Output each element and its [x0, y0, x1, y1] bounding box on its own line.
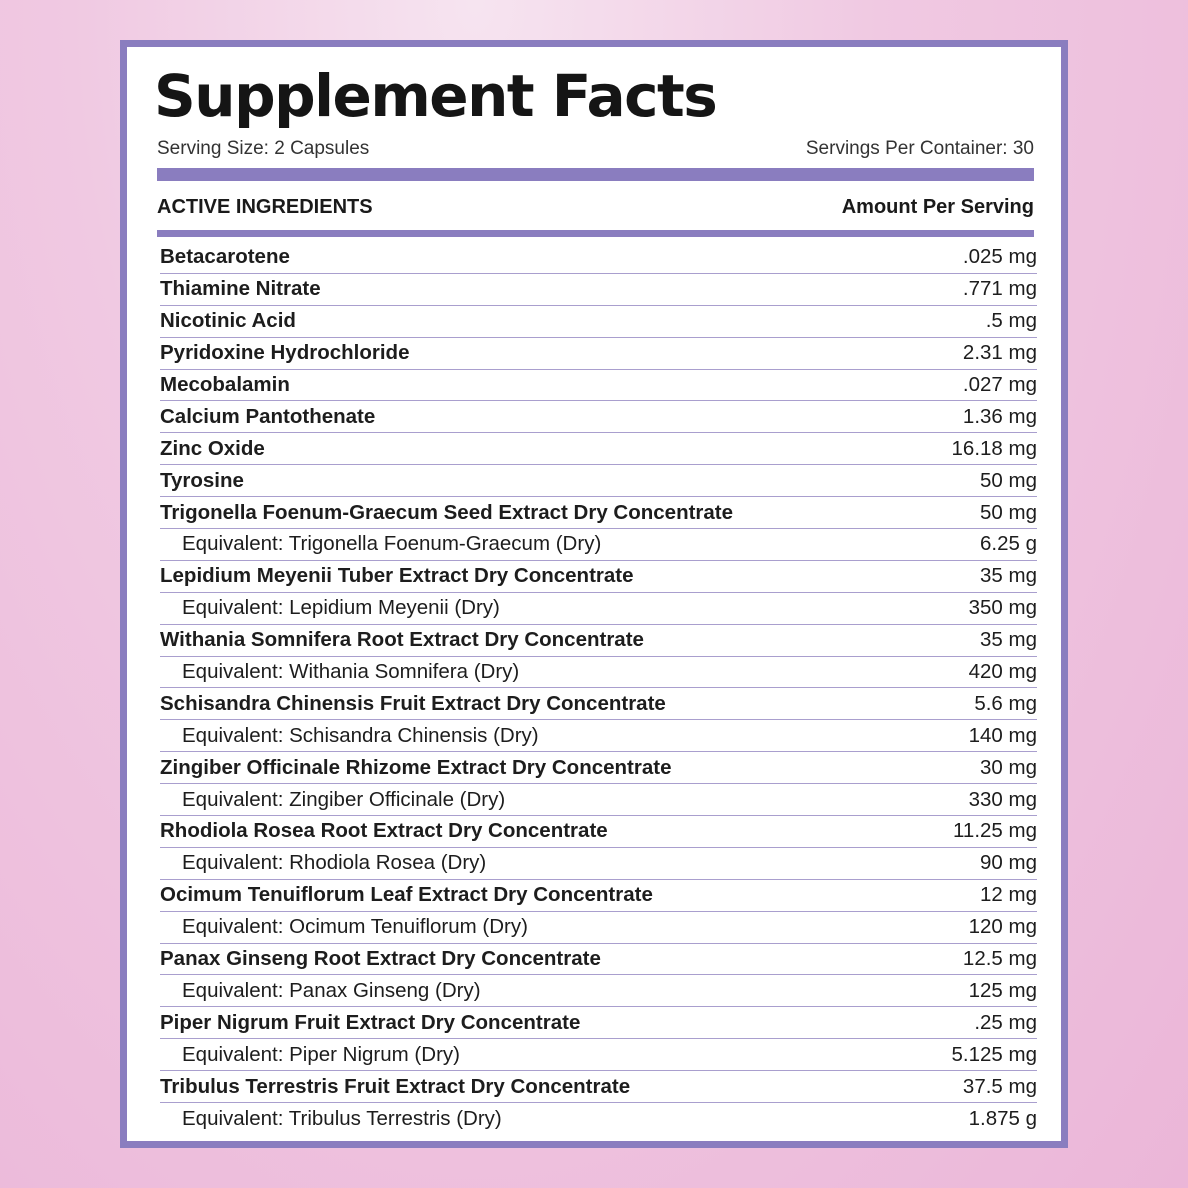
ingredient-amount: 37.5 mg — [962, 1074, 1037, 1098]
ingredient-amount: 350 mg — [968, 596, 1037, 620]
ingredient-amount: .771 mg — [962, 277, 1037, 301]
ingredient-row — [160, 242, 1037, 274]
ingredient-row — [160, 752, 1037, 784]
ingredient-amount: 16.18 mg — [951, 436, 1037, 460]
ingredient-amount: 6.25 g — [980, 532, 1037, 556]
ingredient-name: Zinc Oxide — [160, 436, 265, 460]
amount-per-serving-header: Amount Per Serving — [841, 196, 1034, 218]
ingredient-name: Withania Somnifera Root Extract Dry Concentrate — [160, 628, 644, 652]
ingredient-amount: 35 mg — [980, 628, 1037, 652]
ingredient-amount: 11.25 mg — [953, 819, 1037, 843]
divider-medium — [157, 230, 1034, 237]
ingredient-amount: 125 mg — [968, 978, 1037, 1002]
ingredient-name: Equivalent: Piper Nigrum (Dry) — [182, 1042, 460, 1066]
ingredient-name: Equivalent: Ocimum Tenuiflorum (Dry) — [182, 915, 528, 939]
ingredient-name: Nicotinic Acid — [160, 309, 296, 333]
ingredient-amount: 12 mg — [980, 883, 1037, 907]
ingredient-row — [160, 1007, 1037, 1039]
ingredient-amount: 5.125 mg — [951, 1042, 1037, 1066]
divider-thick — [157, 168, 1034, 181]
ingredient-name: Tribulus Terrestris Fruit Extract Dry Concentrate — [160, 1074, 631, 1098]
equivalent-row — [160, 848, 1037, 880]
ingredient-amount: 330 mg — [968, 787, 1037, 811]
ingredient-name: Equivalent: Schisandra Chinensis (Dry) — [182, 723, 539, 747]
ingredient-row — [160, 401, 1037, 433]
ingredient-name: Piper Nigrum Fruit Extract Dry Concentrate — [160, 1010, 581, 1034]
equivalent-row — [160, 784, 1037, 816]
ingredient-name: Equivalent: Rhodiola Rosea (Dry) — [182, 851, 487, 875]
ingredient-amount: 2.31 mg — [962, 341, 1037, 365]
ingredient-amount: 5.6 mg — [974, 691, 1037, 715]
ingredient-amount: .25 mg — [974, 1010, 1037, 1034]
ingredient-row — [160, 497, 1037, 529]
ingredient-name: Zingiber Officinale Rhizome Extract Dry Concentrate — [160, 755, 672, 779]
ingredient-amount: .027 mg — [962, 373, 1037, 396]
ingredient-name: Lepidium Meyenii Tuber Extract Dry Concentrate — [160, 564, 634, 588]
ingredient-amount: 35 mg — [980, 564, 1037, 588]
ingredient-amount: 120 mg — [968, 915, 1037, 939]
page-title: Supplement Facts — [154, 62, 717, 130]
ingredient-name: Mecobalamin — [160, 373, 290, 396]
equivalent-row — [160, 1103, 1037, 1135]
ingredient-name: Equivalent: Lepidium Meyenii (Dry) — [182, 596, 500, 620]
ingredient-name: Rhodiola Rosea Root Extract Dry Concentrate — [160, 819, 608, 843]
ingredient-name: Ocimum Tenuiflorum Leaf Extract Dry Concentrate — [160, 883, 653, 907]
ingredient-amount: 30 mg — [980, 755, 1037, 779]
ingredient-amount: 12.5 mg — [962, 947, 1037, 971]
serving-size: Serving Size: 2 Capsules — [157, 138, 370, 159]
ingredient-name: Pyridoxine Hydrochloride — [160, 341, 410, 365]
equivalent-row — [160, 657, 1037, 689]
ingredient-name: Equivalent: Trigonella Foenum-Graecum (Dry) — [182, 532, 602, 556]
ingredient-row — [160, 338, 1037, 370]
ingredient-name: Tyrosine — [160, 468, 244, 492]
ingredient-amount: 140 mg — [968, 723, 1037, 747]
ingredient-list — [160, 242, 1037, 1135]
ingredient-name: Calcium Pantothenate — [160, 404, 376, 428]
ingredient-row — [160, 944, 1037, 976]
ingredient-row — [160, 274, 1037, 306]
servings-per-container: Servings Per Container: 30 — [805, 138, 1034, 159]
ingredient-row — [160, 625, 1037, 657]
ingredient-row — [160, 370, 1037, 402]
supplement-facts-panel — [120, 40, 1068, 1148]
ingredient-row — [160, 816, 1037, 848]
ingredient-amount: 50 mg — [980, 500, 1037, 524]
ingredient-name: Equivalent: Panax Ginseng (Dry) — [182, 978, 481, 1002]
ingredient-name: Schisandra Chinensis Fruit Extract Dry Concentrate — [160, 691, 666, 715]
equivalent-row — [160, 529, 1037, 561]
ingredient-row — [160, 688, 1037, 720]
active-ingredients-header: ACTIVE INGREDIENTS — [157, 196, 373, 218]
ingredient-name: Betacarotene — [160, 245, 290, 269]
ingredient-amount: .025 mg — [962, 245, 1037, 269]
ingredient-row — [160, 306, 1037, 338]
ingredient-row — [160, 465, 1037, 497]
ingredient-name: Panax Ginseng Root Extract Dry Concentrate — [160, 947, 601, 971]
ingredient-name: Equivalent: Tribulus Terrestris (Dry) — [182, 1106, 502, 1130]
ingredient-amount: 1.875 g — [968, 1106, 1037, 1130]
equivalent-row — [160, 720, 1037, 752]
ingredient-amount: 1.36 mg — [962, 404, 1037, 428]
equivalent-row — [160, 593, 1037, 625]
ingredient-name: Trigonella Foenum-Graecum Seed Extract Dry Concentrate — [160, 500, 734, 524]
equivalent-row — [160, 1039, 1037, 1071]
ingredient-amount: 420 mg — [968, 660, 1037, 684]
ingredient-name: Equivalent: Withania Somnifera (Dry) — [182, 660, 520, 684]
ingredient-amount: 50 mg — [980, 468, 1037, 492]
ingredient-row — [160, 880, 1037, 912]
ingredient-name: Equivalent: Zingiber Officinale (Dry) — [182, 787, 506, 811]
ingredient-row — [160, 1071, 1037, 1103]
ingredient-amount: .5 mg — [985, 309, 1037, 333]
ingredient-row — [160, 433, 1037, 465]
equivalent-row — [160, 912, 1037, 944]
ingredient-name: Thiamine Nitrate — [160, 277, 321, 301]
equivalent-row — [160, 975, 1037, 1007]
ingredient-row — [160, 561, 1037, 593]
ingredient-amount: 90 mg — [980, 851, 1037, 875]
